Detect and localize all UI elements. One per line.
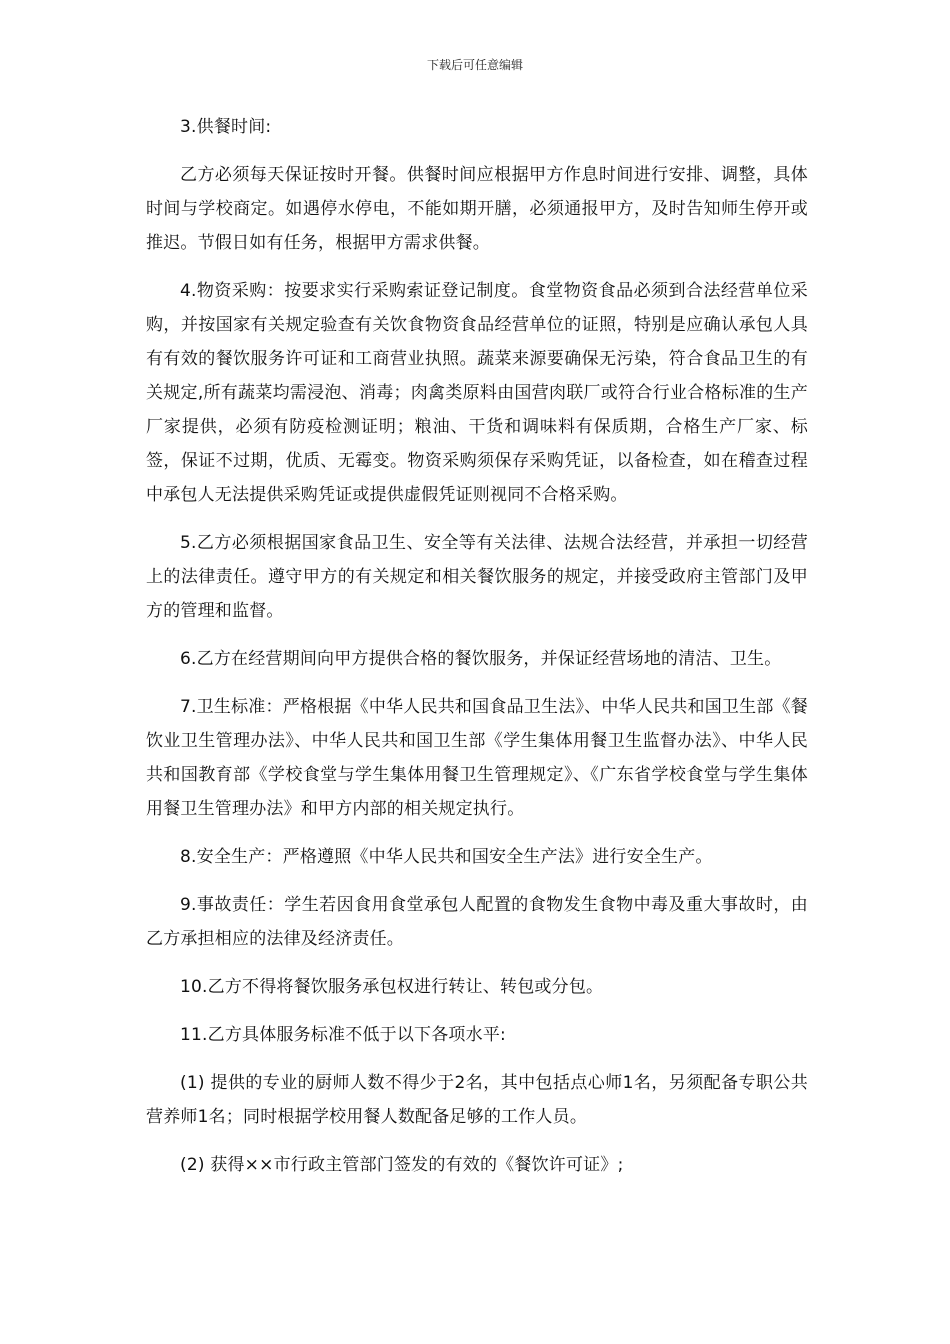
paragraph-no-subcontract: 10.乙方不得将餐饮服务承包权进行转让、转包或分包。 [180,977,604,997]
paragraph-license: (2) 获得××市行政主管部门签发的有效的《餐饮许可证》; [180,1155,624,1175]
paragraph-staffing: (1) 提供的专业的厨师人数不得少于2名，其中包括点心师1名，另须配备专职公共营养师1名；同时根据学校用餐人数配备足够的工作人员。 [146,1073,808,1127]
paragraph-safety-production: 8.安全生产：严格遵照《中华人民共和国安全生产法》进行安全生产。 [180,847,713,867]
paragraph-hygiene-standard: 7.卫生标准：严格根据《中华人民共和国食品卫生法》、中华人民共和国卫生部《餐饮业卫生管理办法》、中华人民共和国卫生部《学生集体用餐卫生监督办法》、中华人民共和国教育部《学校食堂与学生集体用餐卫生管理规定》、《广东省学校食堂与学生集体用餐卫生管理办法》和甲方内部的相关规定执行。 [146,697,808,819]
paragraph-service-quality: 6.乙方在经营期间向甲方提供合格的餐饮服务，并保证经营场地的清洁、卫生。 [180,649,782,669]
paragraph-service-standards-heading: 11.乙方具体服务标准不低于以下各项水平: [180,1025,506,1045]
paragraph-meal-time-heading: 3.供餐时间: [180,117,272,137]
document-body [146,110,808,1196]
paragraph-meal-time: 乙方必须每天保证按时开餐。供餐时间应根据甲方作息时间进行安排、调整，具体时间与学校商定。如遇停水停电，不能如期开膳，必须通报甲方，及时告知师生停开或推迟。节假日如有任务，根据甲方需求供餐。 [146,165,808,253]
paragraph-accident-liability: 9.事故责任：学生若因食用食堂承包人配置的食物发生食物中毒及重大事故时，由乙方承担相应的法律及经济责任。 [146,895,808,949]
page-header: 下载后可任意编辑 [426,58,523,72]
paragraph-legal-compliance: 5.乙方必须根据国家食品卫生、安全等有关法律、法规合法经营，并承担一切经营上的法律责任。遵守甲方的有关规定和相关餐饮服务的规定，并接受政府主管部门及甲方的管理和监督。 [146,533,808,621]
paragraph-procurement: 4.物资采购：按要求实行采购索证登记制度。食堂物资食品必须到合法经营单位采购，并按国家有关规定验查有关饮食物资食品经营单位的证照，特别是应确认承包人具有有效的餐饮服务许可证和工商营业执照。蔬菜来源要确保无污染，符合食品卫生的有关规定,所有蔬菜均需浸泡、消毒；肉禽类原料由国营肉联厂或符合行业合格标准的生产厂家提供，必须有防疫检测证明；粮油、干货和调味料有保质期，合格生产厂家、标签，保证不过期，优质、无霉变。物资采购须保存采购凭证，以备检查，如在稽查过程中承包人无法提供采购凭证或提供虚假凭证则视同不合格采购。 [146,281,808,505]
